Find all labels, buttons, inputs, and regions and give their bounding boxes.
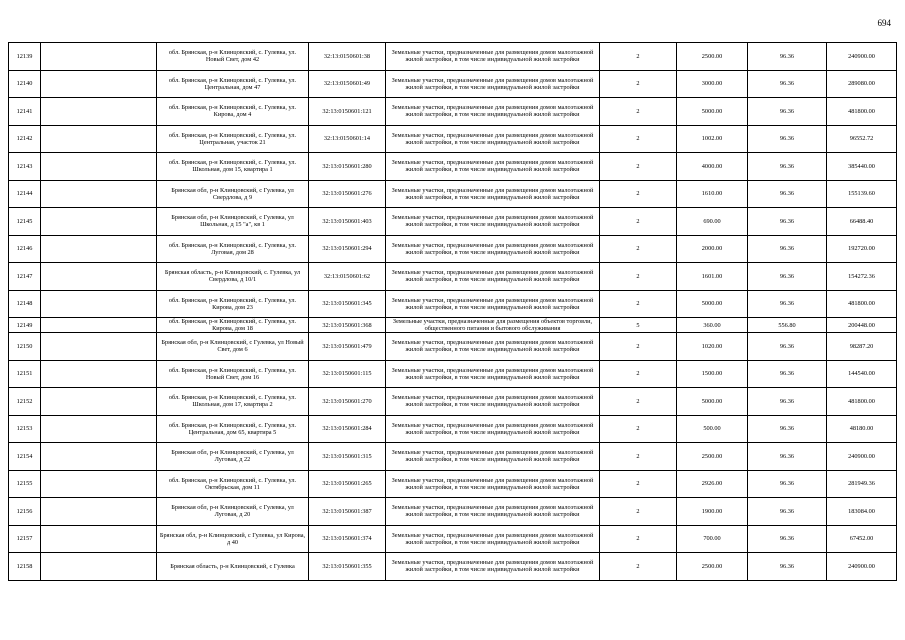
specific-value-cell: 96.36 <box>748 470 827 498</box>
address-cell: Брянская область, р-н Клинцовский, с. Гулевка, ул Свердлова, д 10/1 <box>157 263 309 291</box>
land-use-cell: Земельные участки, предназначенные для размещения объектов торговли, общественного питания и бытового обслуживания <box>386 318 600 333</box>
cadastral-value-cell: 200448.00 <box>827 318 897 333</box>
cadastral-number-cell: 32:13:0150601:368 <box>309 318 386 333</box>
use-group-cell: 2 <box>600 553 677 581</box>
land-valuation-table <box>8 42 897 581</box>
cadastral-number-cell: 32:13:0150601:355 <box>309 553 386 581</box>
address-cell: обл. Брянская, р-н Клинцовский, с. Гулевка, ул. Центральная, дом 65, квартира 5 <box>157 415 309 443</box>
area-cell: 2000.00 <box>677 235 748 263</box>
row-number-cell: 12154 <box>9 443 41 471</box>
specific-value-cell: 96.36 <box>748 43 827 71</box>
row-number-cell: 12146 <box>9 235 41 263</box>
area-cell: 5000.00 <box>677 98 748 126</box>
specific-value-cell: 96.36 <box>748 290 827 318</box>
use-group-cell: 5 <box>600 318 677 333</box>
cadastral-number-cell: 32:13:0150601:38 <box>309 43 386 71</box>
address-cell: Брянская обл, р-н Клинцовский, с Гулевка, ул Луговая, д 20 <box>157 498 309 526</box>
area-cell: 1020.00 <box>677 333 748 361</box>
cadastral-number-cell: 32:13:0150601:374 <box>309 525 386 553</box>
blank-cell <box>41 498 157 526</box>
blank-cell <box>41 318 157 333</box>
area-cell: 1610.00 <box>677 180 748 208</box>
use-group-cell: 2 <box>600 180 677 208</box>
blank-cell <box>41 98 157 126</box>
cadastral-value-cell: 183084.00 <box>827 498 897 526</box>
land-use-cell: Земельные участки, предназначенные для размещения домов малоэтажной жилой застройки, в том числе индивидуальной жилой застройки <box>386 553 600 581</box>
address-cell: обл. Брянская, р-н Клинцовский, с. Гулевка, ул. Кирова, дом 23 <box>157 290 309 318</box>
page-number: 694 <box>877 18 891 28</box>
address-cell: Брянская обл, р-н Клинцовский, с Гулевка, ул Кирова, д 40 <box>157 525 309 553</box>
use-group-cell: 2 <box>600 333 677 361</box>
row-number-cell: 12150 <box>9 333 41 361</box>
row-number-cell: 12157 <box>9 525 41 553</box>
cadastral-value-cell: 281949.36 <box>827 470 897 498</box>
land-use-cell: Земельные участки, предназначенные для размещения домов малоэтажной жилой застройки, в том числе индивидуальной жилой застройки <box>386 360 600 388</box>
address-cell: обл. Брянская, р-н Клинцовский, с. Гулевка, ул. Кирова, дом 18 <box>157 318 309 333</box>
area-cell: 2500.00 <box>677 43 748 71</box>
row-number-cell: 12143 <box>9 153 41 181</box>
use-group-cell: 2 <box>600 43 677 71</box>
cadastral-number-cell: 32:13:0150601:14 <box>309 125 386 153</box>
cadastral-value-cell: 144540.00 <box>827 360 897 388</box>
address-cell: обл. Брянская, р-н Клинцовский, с. Гулевка, ул. Октябрьская, дом 11 <box>157 470 309 498</box>
row-number-cell: 12158 <box>9 553 41 581</box>
use-group-cell: 2 <box>600 525 677 553</box>
use-group-cell: 2 <box>600 443 677 471</box>
row-number-cell: 12151 <box>9 360 41 388</box>
table-row <box>9 388 897 416</box>
address-cell: обл. Брянская, р-н Клинцовский, с. Гулевка, ул. Центральная, дом 47 <box>157 70 309 98</box>
specific-value-cell: 96.36 <box>748 70 827 98</box>
blank-cell <box>41 525 157 553</box>
use-group-cell: 2 <box>600 415 677 443</box>
cadastral-value-cell: 192720.00 <box>827 235 897 263</box>
blank-cell <box>41 125 157 153</box>
address-cell: обл. Брянская, р-н Клинцовский, с. Гулевка, ул. Центральная, участок 21 <box>157 125 309 153</box>
specific-value-cell: 96.36 <box>748 98 827 126</box>
area-cell: 2500.00 <box>677 553 748 581</box>
specific-value-cell: 96.36 <box>748 153 827 181</box>
cadastral-number-cell: 32:13:0150601:345 <box>309 290 386 318</box>
cadastral-number-cell: 32:13:0150601:115 <box>309 360 386 388</box>
row-number-cell: 12152 <box>9 388 41 416</box>
specific-value-cell: 96.36 <box>748 333 827 361</box>
land-use-cell: Земельные участки, предназначенные для размещения домов малоэтажной жилой застройки, в том числе индивидуальной жилой застройки <box>386 235 600 263</box>
area-cell: 2926.00 <box>677 470 748 498</box>
blank-cell <box>41 415 157 443</box>
area-cell: 2500.00 <box>677 443 748 471</box>
cadastral-number-cell: 32:13:0150601:276 <box>309 180 386 208</box>
cadastral-number-cell: 32:13:0150601:479 <box>309 333 386 361</box>
row-number-cell: 12144 <box>9 180 41 208</box>
land-use-cell: Земельные участки, предназначенные для размещения домов малоэтажной жилой застройки, в том числе индивидуальной жилой застройки <box>386 43 600 71</box>
blank-cell <box>41 470 157 498</box>
blank-cell <box>41 388 157 416</box>
use-group-cell: 2 <box>600 235 677 263</box>
table-row <box>9 263 897 291</box>
land-use-cell: Земельные участки, предназначенные для размещения домов малоэтажной жилой застройки, в том числе индивидуальной жилой застройки <box>386 290 600 318</box>
land-use-cell: Земельные участки, предназначенные для размещения домов малоэтажной жилой застройки, в том числе индивидуальной жилой застройки <box>386 443 600 471</box>
cadastral-value-cell: 481800.00 <box>827 388 897 416</box>
address-cell: Брянская обл, р-н Клинцовский, с Гулевка, ул Школьная, д 15 "а", кв 1 <box>157 208 309 236</box>
land-use-cell: Земельные участки, предназначенные для размещения домов малоэтажной жилой застройки, в том числе индивидуальной жилой застройки <box>386 70 600 98</box>
cadastral-value-cell: 385440.00 <box>827 153 897 181</box>
use-group-cell: 2 <box>600 388 677 416</box>
row-number-cell: 12141 <box>9 98 41 126</box>
use-group-cell: 2 <box>600 290 677 318</box>
table-row <box>9 525 897 553</box>
land-use-cell: Земельные участки, предназначенные для размещения домов малоэтажной жилой застройки, в том числе индивидуальной жилой застройки <box>386 153 600 181</box>
land-use-cell: Земельные участки, предназначенные для размещения домов малоэтажной жилой застройки, в том числе индивидуальной жилой застройки <box>386 525 600 553</box>
table-row <box>9 208 897 236</box>
row-number-cell: 12140 <box>9 70 41 98</box>
land-use-cell: Земельные участки, предназначенные для размещения домов малоэтажной жилой застройки, в том числе индивидуальной жилой застройки <box>386 263 600 291</box>
address-cell: обл. Брянская, р-н Клинцовский, с. Гулевка, ул. Луговая, дом 28 <box>157 235 309 263</box>
cadastral-value-cell: 240900.00 <box>827 443 897 471</box>
specific-value-cell: 96.36 <box>748 553 827 581</box>
area-cell: 500.00 <box>677 415 748 443</box>
table-row <box>9 318 897 333</box>
cadastral-value-cell: 154272.36 <box>827 263 897 291</box>
blank-cell <box>41 235 157 263</box>
blank-cell <box>41 443 157 471</box>
row-number-cell: 12148 <box>9 290 41 318</box>
table-row <box>9 553 897 581</box>
blank-cell <box>41 333 157 361</box>
cadastral-value-cell: 98287.20 <box>827 333 897 361</box>
address-cell: Брянская обл, р-н Клинцовский, с Гулевка, ул Новый Свет, дом 6 <box>157 333 309 361</box>
use-group-cell: 2 <box>600 208 677 236</box>
cadastral-value-cell: 481800.00 <box>827 98 897 126</box>
row-number-cell: 12155 <box>9 470 41 498</box>
blank-cell <box>41 43 157 71</box>
table-row <box>9 235 897 263</box>
cadastral-number-cell: 32:13:0150601:265 <box>309 470 386 498</box>
land-use-cell: Земельные участки, предназначенные для размещения домов малоэтажной жилой застройки, в том числе индивидуальной жилой застройки <box>386 333 600 361</box>
area-cell: 5000.00 <box>677 290 748 318</box>
area-cell: 4000.00 <box>677 153 748 181</box>
specific-value-cell: 96.36 <box>748 235 827 263</box>
cadastral-value-cell: 67452.00 <box>827 525 897 553</box>
table-row <box>9 443 897 471</box>
use-group-cell: 2 <box>600 98 677 126</box>
land-use-cell: Земельные участки, предназначенные для размещения домов малоэтажной жилой застройки, в том числе индивидуальной жилой застройки <box>386 498 600 526</box>
area-cell: 1601.00 <box>677 263 748 291</box>
table-row <box>9 360 897 388</box>
cadastral-number-cell: 32:13:0150601:284 <box>309 415 386 443</box>
cadastral-number-cell: 32:13:0150601:387 <box>309 498 386 526</box>
cadastral-number-cell: 32:13:0150601:49 <box>309 70 386 98</box>
cadastral-value-cell: 240900.00 <box>827 43 897 71</box>
specific-value-cell: 96.36 <box>748 208 827 236</box>
row-number-cell: 12149 <box>9 318 41 333</box>
table-row <box>9 125 897 153</box>
blank-cell <box>41 153 157 181</box>
cadastral-number-cell: 32:13:0150601:403 <box>309 208 386 236</box>
specific-value-cell: 96.36 <box>748 125 827 153</box>
table-row <box>9 98 897 126</box>
address-cell: обл. Брянская, р-н Клинцовский, с. Гулевка, ул. Школьная, дом 17, квартира 2 <box>157 388 309 416</box>
table-row <box>9 70 897 98</box>
cadastral-number-cell: 32:13:0150601:280 <box>309 153 386 181</box>
blank-cell <box>41 360 157 388</box>
blank-cell <box>41 208 157 236</box>
cadastral-number-cell: 32:13:0150601:62 <box>309 263 386 291</box>
blank-cell <box>41 290 157 318</box>
row-number-cell: 12142 <box>9 125 41 153</box>
use-group-cell: 2 <box>600 263 677 291</box>
cadastral-value-cell: 96552.72 <box>827 125 897 153</box>
land-use-cell: Земельные участки, предназначенные для размещения домов малоэтажной жилой застройки, в том числе индивидуальной жилой застройки <box>386 180 600 208</box>
table-row <box>9 43 897 71</box>
land-use-cell: Земельные участки, предназначенные для размещения домов малоэтажной жилой застройки, в том числе индивидуальной жилой застройки <box>386 470 600 498</box>
area-cell: 5000.00 <box>677 388 748 416</box>
cadastral-number-cell: 32:13:0150601:315 <box>309 443 386 471</box>
table-row <box>9 180 897 208</box>
land-use-cell: Земельные участки, предназначенные для размещения домов малоэтажной жилой застройки, в том числе индивидуальной жилой застройки <box>386 98 600 126</box>
specific-value-cell: 96.36 <box>748 525 827 553</box>
area-cell: 1900.00 <box>677 498 748 526</box>
use-group-cell: 2 <box>600 153 677 181</box>
use-group-cell: 2 <box>600 70 677 98</box>
row-number-cell: 12153 <box>9 415 41 443</box>
cadastral-value-cell: 66488.40 <box>827 208 897 236</box>
row-number-cell: 12139 <box>9 43 41 71</box>
table-row <box>9 153 897 181</box>
blank-cell <box>41 180 157 208</box>
land-use-cell: Земельные участки, предназначенные для размещения домов малоэтажной жилой застройки, в том числе индивидуальной жилой застройки <box>386 388 600 416</box>
row-number-cell: 12156 <box>9 498 41 526</box>
address-cell: обл. Брянская, р-н Клинцовский, с. Гулевка, ул. Школьная, дом 15, квартира 1 <box>157 153 309 181</box>
land-use-cell: Земельные участки, предназначенные для размещения домов малоэтажной жилой застройки, в том числе индивидуальной жилой застройки <box>386 125 600 153</box>
blank-cell <box>41 263 157 291</box>
address-cell: Брянская обл, р-н Клинцовский, с Гулевка, ул Свердлова, д 9 <box>157 180 309 208</box>
land-use-cell: Земельные участки, предназначенные для размещения домов малоэтажной жилой застройки, в том числе индивидуальной жилой застройки <box>386 415 600 443</box>
cadastral-number-cell: 32:13:0150601:270 <box>309 388 386 416</box>
address-cell: Брянская обл, р-н Клинцовский, с Гулевка, ул Луговая, д 22 <box>157 443 309 471</box>
specific-value-cell: 96.36 <box>748 443 827 471</box>
area-cell: 360.00 <box>677 318 748 333</box>
specific-value-cell: 96.36 <box>748 388 827 416</box>
cadastral-value-cell: 481800.00 <box>827 290 897 318</box>
row-number-cell: 12147 <box>9 263 41 291</box>
cadastral-number-cell: 32:13:0150601:121 <box>309 98 386 126</box>
cadastral-value-cell: 48180.00 <box>827 415 897 443</box>
specific-value-cell: 96.36 <box>748 498 827 526</box>
blank-cell <box>41 70 157 98</box>
address-cell: обл. Брянская, р-н Клинцовский, с. Гулевка, ул. Новый Свет, дом 16 <box>157 360 309 388</box>
land-use-cell: Земельные участки, предназначенные для размещения домов малоэтажной жилой застройки, в том числе индивидуальной жилой застройки <box>386 208 600 236</box>
cadastral-value-cell: 155139.60 <box>827 180 897 208</box>
table-row <box>9 333 897 361</box>
use-group-cell: 2 <box>600 360 677 388</box>
address-cell: Брянская область, р-н Клинцовский, с Гулевка <box>157 553 309 581</box>
blank-cell <box>41 553 157 581</box>
row-number-cell: 12145 <box>9 208 41 236</box>
area-cell: 3000.00 <box>677 70 748 98</box>
table-row <box>9 498 897 526</box>
area-cell: 690.00 <box>677 208 748 236</box>
use-group-cell: 2 <box>600 470 677 498</box>
specific-value-cell: 96.36 <box>748 360 827 388</box>
table-row <box>9 470 897 498</box>
use-group-cell: 2 <box>600 125 677 153</box>
cadastral-value-cell: 240900.00 <box>827 553 897 581</box>
area-cell: 1500.00 <box>677 360 748 388</box>
table-row <box>9 290 897 318</box>
specific-value-cell: 96.36 <box>748 415 827 443</box>
area-cell: 700.00 <box>677 525 748 553</box>
area-cell: 1002.00 <box>677 125 748 153</box>
specific-value-cell: 556.80 <box>748 318 827 333</box>
specific-value-cell: 96.36 <box>748 263 827 291</box>
table-body <box>9 43 897 581</box>
use-group-cell: 2 <box>600 498 677 526</box>
table-row <box>9 415 897 443</box>
address-cell: обл. Брянская, р-н Клинцовский, с. Гулевка, ул. Новый Свет, дом 42 <box>157 43 309 71</box>
cadastral-number-cell: 32:13:0150601:294 <box>309 235 386 263</box>
cadastral-value-cell: 289080.00 <box>827 70 897 98</box>
specific-value-cell: 96.36 <box>748 180 827 208</box>
address-cell: обл. Брянская, р-н Клинцовский, с. Гулевка, ул. Кирова, дом 4 <box>157 98 309 126</box>
